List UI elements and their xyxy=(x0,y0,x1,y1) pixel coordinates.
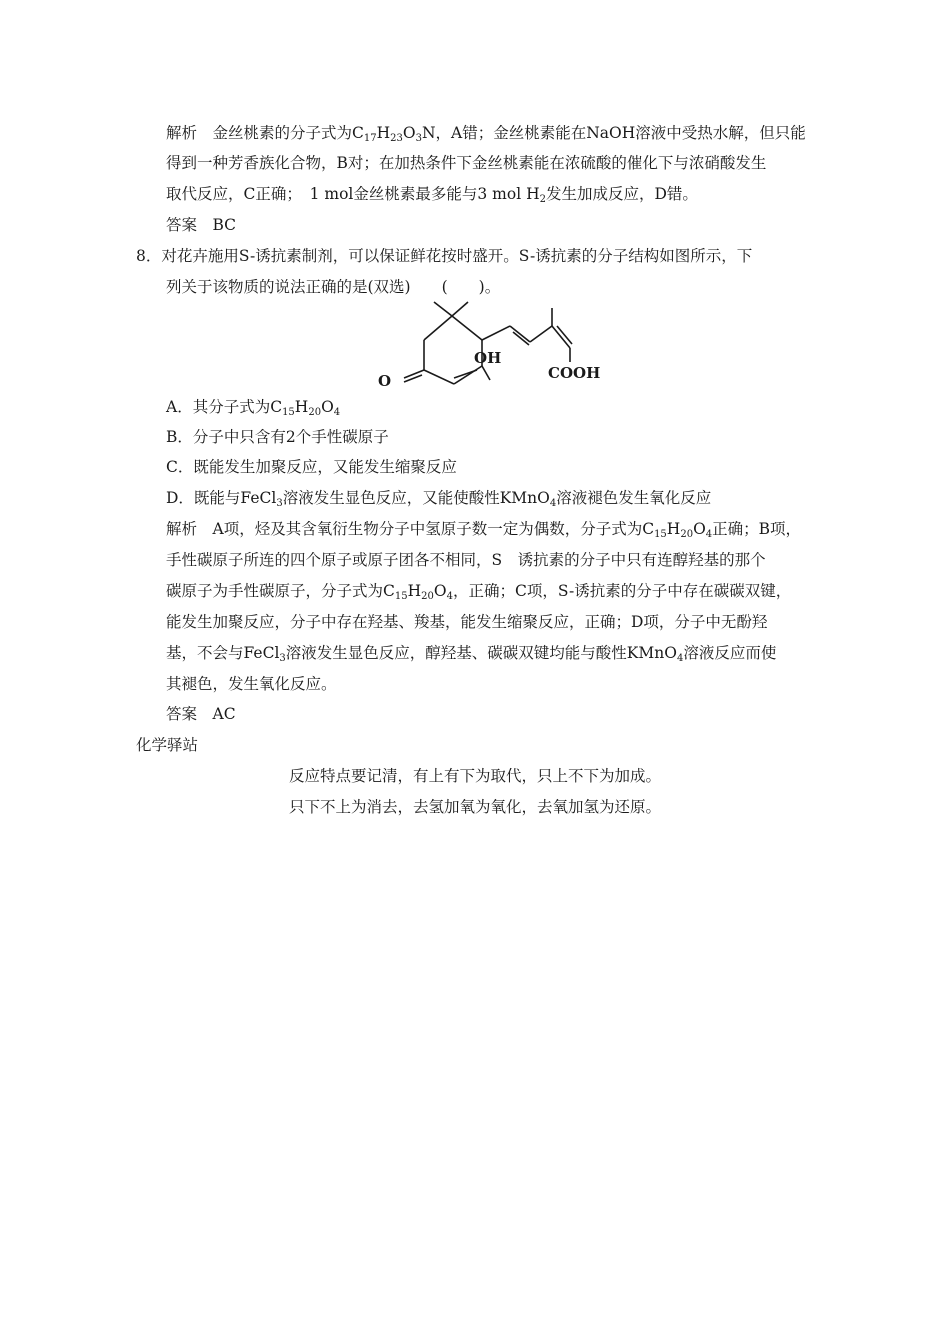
text: H xyxy=(666,520,681,538)
subscript: 20 xyxy=(308,407,322,418)
text: 碳原子为手性碳原子，分子式为C xyxy=(166,582,395,600)
text: 解析 金丝桃素的分子式为C xyxy=(166,124,364,142)
molecule-structure-diagram xyxy=(372,300,612,396)
subscript: 17 xyxy=(363,133,377,144)
q7-analysis-line-3 xyxy=(166,183,698,205)
bond xyxy=(530,326,552,342)
text: 溶液褪色发生氧化反应 xyxy=(556,489,712,507)
bond xyxy=(454,366,482,384)
bond xyxy=(452,302,468,316)
q8-analysis-line-3 xyxy=(166,580,791,602)
bond xyxy=(482,326,510,340)
text: ，正确；C项，S-诱抗素的分子中存在碳碳双键， xyxy=(452,582,792,600)
subscript: 15 xyxy=(654,529,667,540)
subscript: 3 xyxy=(279,653,286,664)
q8-option-c: C．既能发生加聚反应，又能发生缩聚反应 xyxy=(166,458,457,476)
q8-option-a xyxy=(166,396,340,418)
bond xyxy=(552,326,570,348)
subscript: 3 xyxy=(276,498,283,509)
subscript: 23 xyxy=(390,133,403,144)
subscript: 4 xyxy=(676,653,684,664)
carbonyl-oxygen-label: O xyxy=(378,372,392,390)
text: 溶液反应而使 xyxy=(683,644,777,662)
text: 溶液发生显色反应，醇羟基、碳碳双键均能与酸性KMnO xyxy=(285,644,677,662)
bond xyxy=(510,326,530,342)
station-title: 化学驿站 xyxy=(136,736,199,754)
text: 解析 A项，烃及其含氧衍生物分子中氢原子数一定为偶数，分子式为C xyxy=(166,520,655,538)
text: O xyxy=(402,124,416,142)
bond xyxy=(424,316,452,340)
bond xyxy=(424,370,454,384)
q8-analysis-line-4: 能发生加聚反应，分子中存在羟基、羧基，能发生缩聚反应，正确；D项，分子中无酚羟 xyxy=(166,613,768,631)
text: D．既能与FeCl xyxy=(166,489,277,507)
text: 取代反应，C正确； 1 mol金丝桃素最多能与3 mol H xyxy=(166,185,540,203)
text: H xyxy=(376,124,391,142)
q7-analysis-line-2: 得到一种芳香族化合物，B对；在加热条件下金丝桃素能在浓硫酸的催化下与浓硝酸发生 xyxy=(166,154,767,172)
bond xyxy=(452,316,482,340)
text: O xyxy=(433,582,447,600)
subscript: 4 xyxy=(705,529,713,540)
text: A．其分子式为C xyxy=(166,398,283,416)
text: 溶液发生显色反应，又能使酸性KMnO xyxy=(282,489,550,507)
station-verse-1: 反应特点要记清，有上有下为取代，只上不下为加成。 xyxy=(289,767,662,785)
text: 发生加成反应，D错。 xyxy=(545,185,698,203)
subscript: 15 xyxy=(282,407,295,418)
bond xyxy=(482,366,490,380)
subscript: 4 xyxy=(446,591,453,602)
q8-analysis-line-5 xyxy=(166,642,776,664)
q8-option-b: B．分子中只含有2个手性碳原子 xyxy=(166,428,389,446)
cooh-label: COOH xyxy=(548,364,601,382)
q7-answer: 答案 BC xyxy=(166,216,237,234)
subscript: 4 xyxy=(549,498,557,509)
text: N，A错；金丝桃素能在NaOH溶液中受热水解，但只能 xyxy=(421,124,806,142)
bond xyxy=(404,370,424,378)
q8-answer: 答案 AC xyxy=(166,705,236,723)
text: O xyxy=(693,520,706,538)
q8-analysis-line-1 xyxy=(166,518,801,540)
subscript: 2 xyxy=(539,194,546,205)
bond xyxy=(404,375,422,382)
subscript: 4 xyxy=(333,407,341,418)
q7-analysis-line-1 xyxy=(166,122,806,144)
bond xyxy=(434,302,452,316)
subscript: 15 xyxy=(394,591,408,602)
text: O xyxy=(321,398,334,416)
q8-analysis-line-2: 手性碳原子所连的四个原子或原子团各不相同，S 诱抗素的分子中只有连醇羟基的那个 xyxy=(166,551,766,569)
subscript: 3 xyxy=(415,133,422,144)
text: H xyxy=(407,582,422,600)
text: 正确；B项， xyxy=(712,520,802,538)
text: H xyxy=(294,398,309,416)
oh-label: OH xyxy=(474,349,502,367)
q8-stem-line-1: 8．对花卉施用S-诱抗素制剂，可以保证鲜花按时盛开。S-诱抗素的分子结构如图所示，下 xyxy=(136,247,753,265)
station-verse-2: 只下不上为消去，去氢加氧为氧化，去氧加氢为还原。 xyxy=(289,798,662,816)
subscript: 20 xyxy=(680,529,694,540)
text: 基，不会与FeCl xyxy=(166,644,280,662)
subscript: 20 xyxy=(421,591,434,602)
q8-analysis-line-6: 其褪色，发生氧化反应。 xyxy=(166,675,337,693)
q8-option-d xyxy=(166,487,711,509)
q8-stem-line-2: 列关于该物质的说法正确的是(双选) ( )。 xyxy=(166,278,501,296)
